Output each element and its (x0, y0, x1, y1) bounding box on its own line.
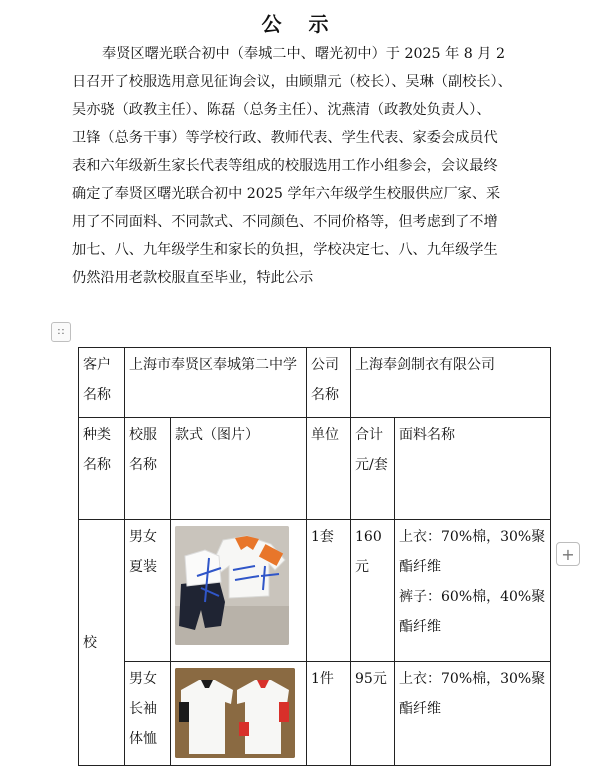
price-cell: 160元 (351, 520, 395, 662)
unit-cell: 1套 (307, 520, 351, 662)
fabric-top: 上衣：70%棉，30%聚酯纤维 (399, 671, 546, 717)
paragraph-line: 卫锋（总务干事）等学校行政、教师代表、学生代表、家委会成员代 (72, 130, 498, 146)
paragraph-line: 仍然沿用老款校服直至毕业，特此公示 (72, 270, 314, 286)
style-cell (171, 662, 307, 766)
header-fabric: 面料名称 (395, 418, 551, 520)
header-category: 种类名称 (79, 418, 125, 520)
header-unit: 单位 (307, 418, 351, 520)
fabric-top: 上衣：70%棉，30%聚酯纤维 (399, 529, 546, 575)
category-cell: 校 (79, 520, 125, 766)
unit-cell: 1件 (307, 662, 351, 766)
summer-uniform-photo (175, 526, 289, 645)
style-cell (171, 520, 307, 662)
header-total: 合计元/套 (351, 418, 395, 520)
paragraph-line: 奉贤区曙光联合初中（奉城二中、曙光初中）于 2025 年 8 月 2 (102, 46, 506, 62)
customer-value: 上海市奉贤区奉城第二中学 (125, 348, 307, 418)
move-handle-icon[interactable]: ∷ (51, 322, 71, 342)
paragraph-line: 吴亦骁（政教主任）、陈磊（总务主任）、沈燕清（政教处负责人）、 (72, 102, 491, 118)
plus-icon[interactable]: + (556, 542, 580, 566)
table-row (79, 520, 551, 662)
paragraph-line: 确定了奉贤区曙光联合初中 2025 学年六年级学生校服供应厂家、采 (72, 186, 501, 202)
fabric-cell (395, 662, 551, 766)
header-style: 款式（图片） (171, 418, 307, 520)
table-row (79, 418, 551, 520)
table-row (79, 662, 551, 766)
long-sleeve-tshirt-photo (175, 668, 295, 758)
company-value: 上海奉剑制衣有限公司 (351, 348, 551, 418)
price-cell: 95元 (351, 662, 395, 766)
fabric-cell (395, 520, 551, 662)
customer-label: 客户名称 (79, 348, 125, 418)
company-label: 公司名称 (307, 348, 351, 418)
paragraph-line: 加七、八、九年级学生和家长的负担，学校决定七、八、九年级学生 (72, 242, 498, 258)
notice-title: 公 示 (261, 12, 339, 36)
paragraph-line: 用了不同面料、不同款式、不同颜色、不同价格等，但考虑到了不增 (72, 214, 498, 230)
table-row (79, 348, 551, 418)
uniform-name: 男女夏装 (125, 520, 171, 662)
uniform-table (78, 347, 551, 766)
paragraph-line: 日召开了校服选用意见征询会议，由顾鼎元（校长）、吴琳（副校长）、 (72, 74, 512, 90)
header-uniform: 校服名称 (125, 418, 171, 520)
fabric-pants: 裤子：60%棉，40%聚酯纤维 (399, 589, 546, 635)
paragraph-line: 表和六年级新生家长代表等组成的校服选用工作小组参会，会议最终 (72, 158, 498, 174)
uniform-name: 男女长袖体恤 (125, 662, 171, 766)
notice-paragraph (72, 40, 562, 292)
